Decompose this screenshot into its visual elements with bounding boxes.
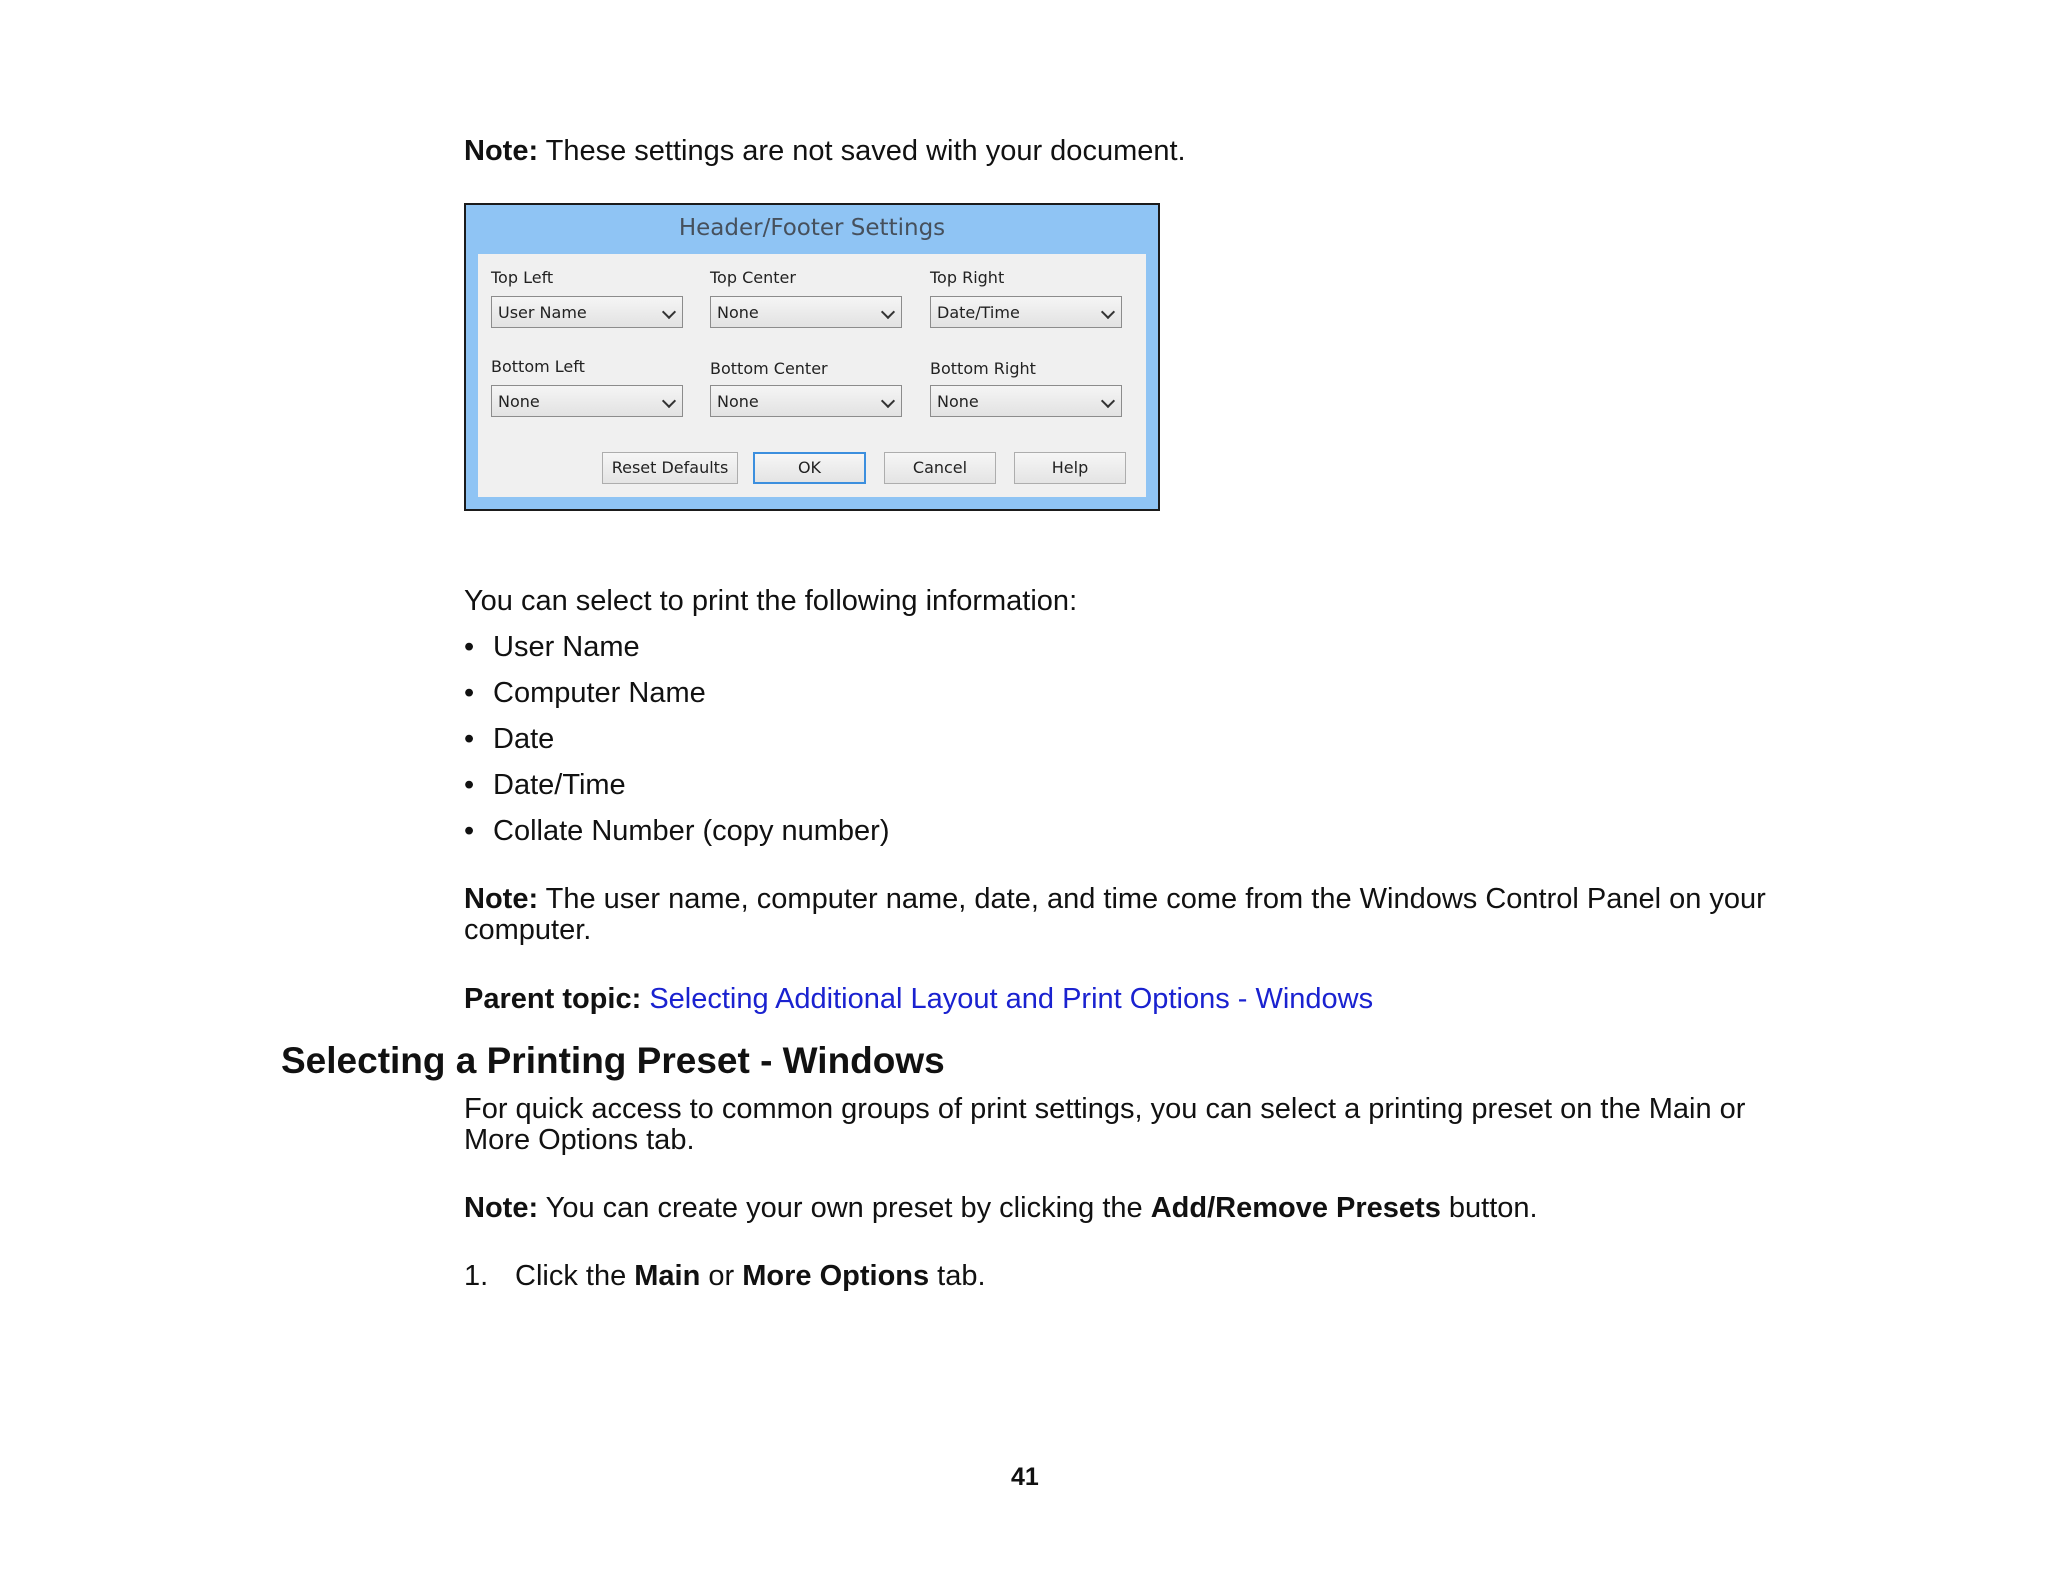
- dialog-title: Header/Footer Settings: [678, 215, 946, 241]
- note-text-continued: computer.: [464, 914, 592, 946]
- header-footer-dialog-screenshot: [464, 203, 1160, 511]
- step-text: [515, 1260, 986, 1292]
- more-options-tab-term: More Options: [742, 1260, 930, 1292]
- top-center-value: None: [717, 303, 759, 322]
- list-item: [464, 769, 626, 801]
- parent-topic: [464, 983, 1373, 1015]
- bullet-marker: •: [464, 815, 475, 847]
- note-paragraph: [464, 135, 1186, 167]
- bottom-center-label: Bottom Center: [710, 359, 828, 378]
- note-label: Note:: [464, 1192, 539, 1224]
- step-text-end: tab.: [929, 1260, 986, 1292]
- step-item: [464, 1260, 986, 1292]
- note-text-end: button.: [1440, 1192, 1538, 1224]
- top-right-select[interactable]: [930, 296, 1122, 328]
- top-center-select[interactable]: [710, 296, 902, 328]
- cancel-button[interactable]: Cancel: [884, 452, 996, 484]
- list-item: [464, 677, 706, 709]
- section-heading: Selecting a Printing Preset - Windows: [281, 1040, 945, 1081]
- top-left-select[interactable]: [491, 296, 683, 328]
- help-button[interactable]: Help: [1014, 452, 1126, 484]
- chevron-down-icon: [1101, 305, 1115, 319]
- list-item-text: Date/Time: [493, 769, 626, 801]
- list-item-text: Collate Number (copy number): [493, 815, 890, 847]
- list-item-text: Computer Name: [493, 677, 706, 709]
- bottom-right-select[interactable]: [930, 385, 1122, 417]
- body-paragraph-line-1: For quick access to common groups of print settings, you can select a printing preset on the Main or: [464, 1093, 1746, 1125]
- bullet-marker: •: [464, 677, 475, 709]
- intro-text: You can select to print the following information:: [464, 585, 1078, 617]
- note-text: These settings are not saved with your document.: [538, 135, 1186, 167]
- add-remove-presets-term: Add/Remove Presets: [1150, 1192, 1441, 1224]
- list-item: [464, 631, 640, 663]
- bottom-left-value: None: [498, 392, 540, 411]
- parent-topic-link[interactable]: Selecting Additional Layout and Print Options - Windows: [649, 983, 1374, 1015]
- list-item-text: User Name: [493, 631, 640, 663]
- note-text: You can create your own preset by clicking the: [538, 1192, 1151, 1224]
- main-tab-term: Main: [634, 1260, 701, 1292]
- note-paragraph: [464, 1192, 1538, 1224]
- ok-button[interactable]: OK: [753, 452, 866, 484]
- bottom-right-value: None: [937, 392, 979, 411]
- note-label: Note:: [464, 135, 539, 167]
- top-center-label: Top Center: [710, 268, 796, 287]
- page-number: 41: [1011, 1463, 1039, 1491]
- step-text-start: Click the: [515, 1260, 635, 1292]
- chevron-down-icon: [881, 305, 895, 319]
- chevron-down-icon: [881, 394, 895, 408]
- chevron-down-icon: [662, 394, 676, 408]
- note-paragraph: [464, 883, 1766, 915]
- top-right-label: Top Right: [930, 268, 1005, 287]
- parent-topic-label: Parent topic:: [464, 983, 642, 1015]
- bottom-center-value: None: [717, 392, 759, 411]
- bullet-marker: •: [464, 723, 475, 755]
- top-right-value: Date/Time: [937, 303, 1020, 322]
- note-label: Note:: [464, 883, 539, 915]
- chevron-down-icon: [1101, 394, 1115, 408]
- bottom-center-select[interactable]: [710, 385, 902, 417]
- bottom-left-label: Bottom Left: [491, 357, 585, 376]
- bullet-marker: •: [464, 769, 475, 801]
- top-left-value: User Name: [498, 303, 587, 322]
- list-item-text: Date: [493, 723, 555, 755]
- step-number: 1.: [464, 1260, 489, 1292]
- bottom-right-label: Bottom Right: [930, 359, 1036, 378]
- note-text: The user name, computer name, date, and time come from the Windows Control Panel on your: [538, 883, 1766, 915]
- step-text-mid: or: [700, 1260, 743, 1292]
- list-item: [464, 723, 555, 755]
- top-left-label: Top Left: [491, 268, 554, 287]
- bullet-marker: •: [464, 631, 475, 663]
- bottom-left-select[interactable]: [491, 385, 683, 417]
- body-paragraph-line-2: More Options tab.: [464, 1124, 695, 1156]
- list-item: [464, 815, 890, 847]
- chevron-down-icon: [662, 305, 676, 319]
- reset-defaults-button[interactable]: Reset Defaults: [602, 452, 738, 484]
